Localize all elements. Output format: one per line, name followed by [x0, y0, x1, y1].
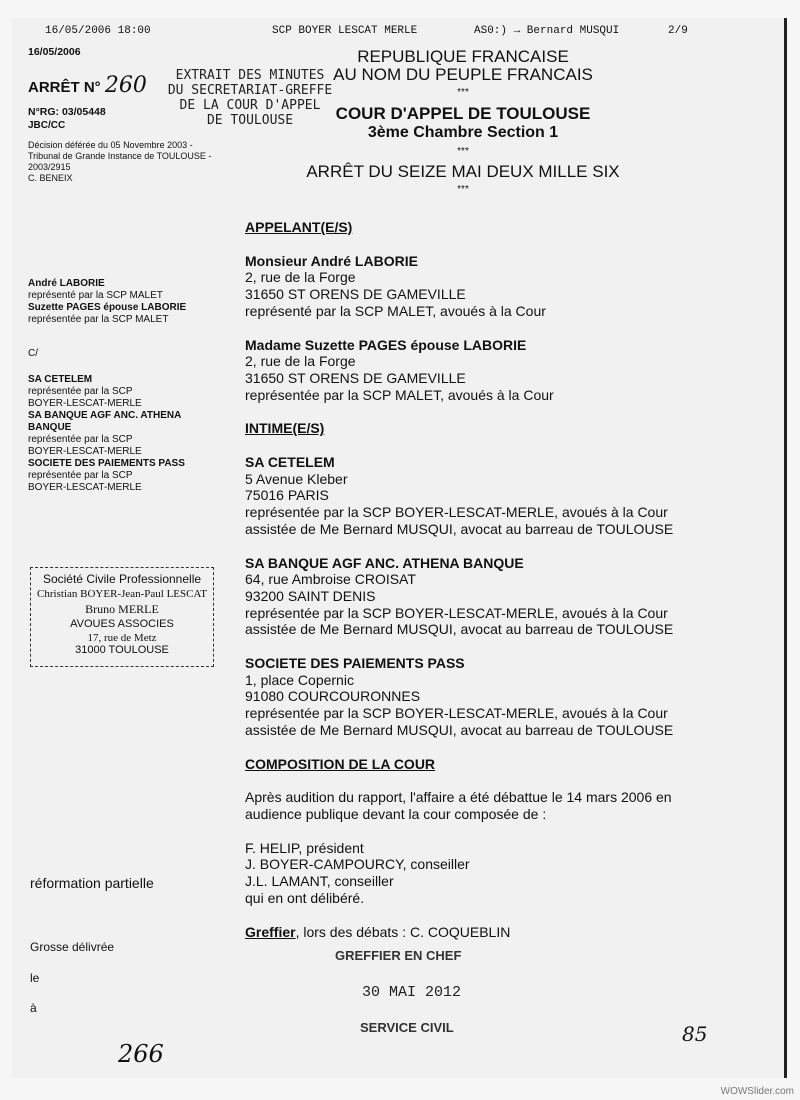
extract-stamp [160, 68, 340, 128]
decision-line: C. BENEIX [28, 173, 73, 183]
member: F. HELIP, président [245, 839, 364, 856]
party-line: 75016 PARIS [245, 487, 329, 504]
initials: JBC/CC [28, 120, 66, 131]
party-block [245, 555, 673, 639]
certification-title: GREFFIER EN CHEF [335, 948, 462, 963]
party-line: 5 Avenue Kleber [245, 470, 348, 487]
stamp-line: Christian BOYER-Jean-Paul LESCAT [37, 588, 207, 600]
party-line: représentée par la SCP BOYER-LESCAT-MERLE, avoués à la Cour [245, 705, 668, 722]
member: qui en ont délibéré. [245, 889, 365, 906]
party-line: représenté par la SCP MALET, avoués à la Cour [245, 302, 546, 319]
party-line: représentée par la SCP BOYER-LESCAT-MERLE, avoués à la Cour [245, 504, 668, 521]
stamp-line: Société Civile Professionnelle [42, 572, 202, 586]
party-block [245, 337, 673, 404]
section-heading: COMPOSITION DE LA COUR [245, 755, 436, 772]
party-rep: représentée par la SCP [28, 470, 133, 481]
party-line: 2, rue de la Forge [245, 353, 356, 370]
arret-date-title: ARRÊT DU SEIZE MAI DEUX MILLE SIX [306, 162, 620, 181]
text-line: audience publique devant la cour composée de : [245, 805, 547, 822]
left-parties [28, 278, 186, 494]
arret-number [28, 73, 147, 98]
party-rep: BOYER-LESCAT-MERLE [28, 446, 142, 457]
title-peuple: AU NOM DU PEUPLE FRANCAIS [333, 65, 593, 84]
extract-line: DU SECRETARIAT-GREFFE [167, 83, 333, 98]
party-name: SA CETELEM [245, 454, 335, 471]
party-name: SA CETELEM [28, 374, 93, 385]
party-block [245, 253, 673, 320]
party-rep: BOYER-LESCAT-MERLE [28, 482, 142, 493]
party-name: BANQUE [28, 422, 72, 433]
certification-service: SERVICE CIVIL [360, 1020, 454, 1035]
party-line: 64, rue Ambroise CROISAT [245, 571, 416, 588]
greffier-text: , lors des débats : C. COQUEBLIN [295, 923, 511, 940]
court-members [245, 840, 673, 907]
greffier-line [245, 924, 673, 941]
scp-stamp [30, 567, 214, 667]
party-rep: représentée par la SCP [28, 386, 133, 397]
party-rep: représentée par la SCP MALET [28, 314, 169, 325]
separator: *** [457, 184, 469, 195]
chamber: 3ème Chambre Section 1 [367, 124, 559, 141]
stamp-line: 31000 TOULOUSE [75, 644, 169, 656]
arret-number-label: ARRÊT N° [28, 79, 101, 96]
party-name: Madame Suzette PAGES épouse LABORIE [245, 336, 527, 353]
party-rep: représenté par la SCP MALET [28, 290, 163, 301]
stamp-line: 17, rue de Metz [87, 632, 157, 644]
separator: *** [457, 87, 469, 98]
party-name: André LABORIE [28, 278, 105, 289]
decision-line: Tribunal de Grande Instance de TOULOUSE - [28, 151, 212, 161]
party-block [245, 454, 673, 538]
party-line: 91080 COURCOURONNES [245, 688, 421, 705]
party-line: 2, rue de la Forge [245, 269, 356, 286]
composition-intro [245, 789, 673, 822]
stamp-line: Bruno MERLE [85, 602, 159, 616]
party-name: SOCIETE DES PAIEMENTS PASS [245, 655, 465, 672]
member: J.L. LAMANT, conseiller [245, 873, 394, 890]
fax-page: 2/9 [668, 25, 688, 37]
a-note: à [30, 1001, 37, 1015]
party-line: représentée par la SCP BOYER-LESCAT-MERLE, avoués à la Cour [245, 604, 668, 621]
rg-number: N°RG: 03/05448 [28, 106, 106, 118]
party-line: assistée de Me Bernard MUSQUI, avocat au barreau de TOULOUSE [245, 621, 674, 638]
grosse-note: Grosse délivrée [30, 940, 115, 954]
certification-date: 30 MAI 2012 [362, 984, 462, 1001]
party-line: assistée de Me Bernard MUSQUI, avocat au barreau de TOULOUSE [245, 721, 674, 738]
party-line: 31650 ST ORENS DE GAMEVILLE [245, 286, 466, 303]
court-name: COUR D'APPEL DE TOULOUSE [335, 104, 591, 123]
text-line: Après audition du rapport, l'affaire a été débattue le 14 mars 2006 en [245, 789, 672, 806]
extract-line: DE TOULOUSE [206, 113, 294, 128]
party-name: SA BANQUE AGF ANC. ATHENA BANQUE [245, 554, 524, 571]
appellants-section [245, 219, 673, 940]
party-line: 93200 SAINT DENIS [245, 587, 376, 604]
decision-line: Décision déférée du 05 Novembre 2003 - [28, 140, 193, 150]
decision-info [28, 140, 211, 184]
party-line: représentée par la SCP MALET, avoués à la Cour [245, 386, 554, 403]
separator: *** [457, 146, 469, 157]
party-rep: BOYER-LESCAT-MERLE [28, 398, 142, 409]
handwritten-number: 266 [118, 1040, 164, 1068]
arret-number-handwritten: 260 [104, 73, 147, 98]
decision-line: 2003/2915 [28, 162, 71, 172]
party-block [245, 655, 673, 739]
party-name: SA BANQUE AGF ANC. ATHENA [28, 410, 182, 421]
party-rep: représentée par la SCP [28, 434, 133, 445]
party-name: Monsieur André LABORIE [245, 252, 418, 269]
party-name: Suzette PAGES épouse LABORIE [28, 302, 187, 313]
title-republique: REPUBLIQUE FRANCAISE [357, 47, 569, 66]
document-date: 16/05/2006 [28, 46, 81, 58]
handwritten-page-number: 85 [682, 1022, 708, 1046]
section-heading: APPELANT(E/S) [245, 219, 353, 235]
party-line: assistée de Me Bernard MUSQUI, avocat au barreau de TOULOUSE [245, 520, 674, 537]
contra: C/ [28, 348, 38, 359]
fax-datetime: 16/05/2006 18:00 [45, 25, 151, 37]
reformation-note: réformation partielle [30, 875, 154, 891]
watermark: WOWSlider.com [720, 1086, 794, 1097]
extract-line: DE LA COUR D'APPEL [179, 98, 321, 113]
greffier-label: Greffier [245, 923, 296, 940]
party-line: 31650 ST ORENS DE GAMEVILLE [245, 369, 466, 386]
le-note: le [30, 971, 40, 985]
extract-line: EXTRAIT DES MINUTES [175, 68, 325, 83]
member: J. BOYER-CAMPOURCY, conseiller [245, 856, 470, 873]
section-heading: INTIME(E/S) [245, 420, 325, 437]
party-line: 1, place Copernic [245, 671, 354, 688]
stamp-line: AVOUES ASSOCIES [70, 618, 174, 630]
fax-sender: SCP BOYER LESCAT MERLE [272, 25, 418, 37]
fax-recipient: AS0:) → Bernard MUSQUI [474, 25, 620, 37]
party-name: SOCIETE DES PAIEMENTS PASS [28, 458, 185, 469]
